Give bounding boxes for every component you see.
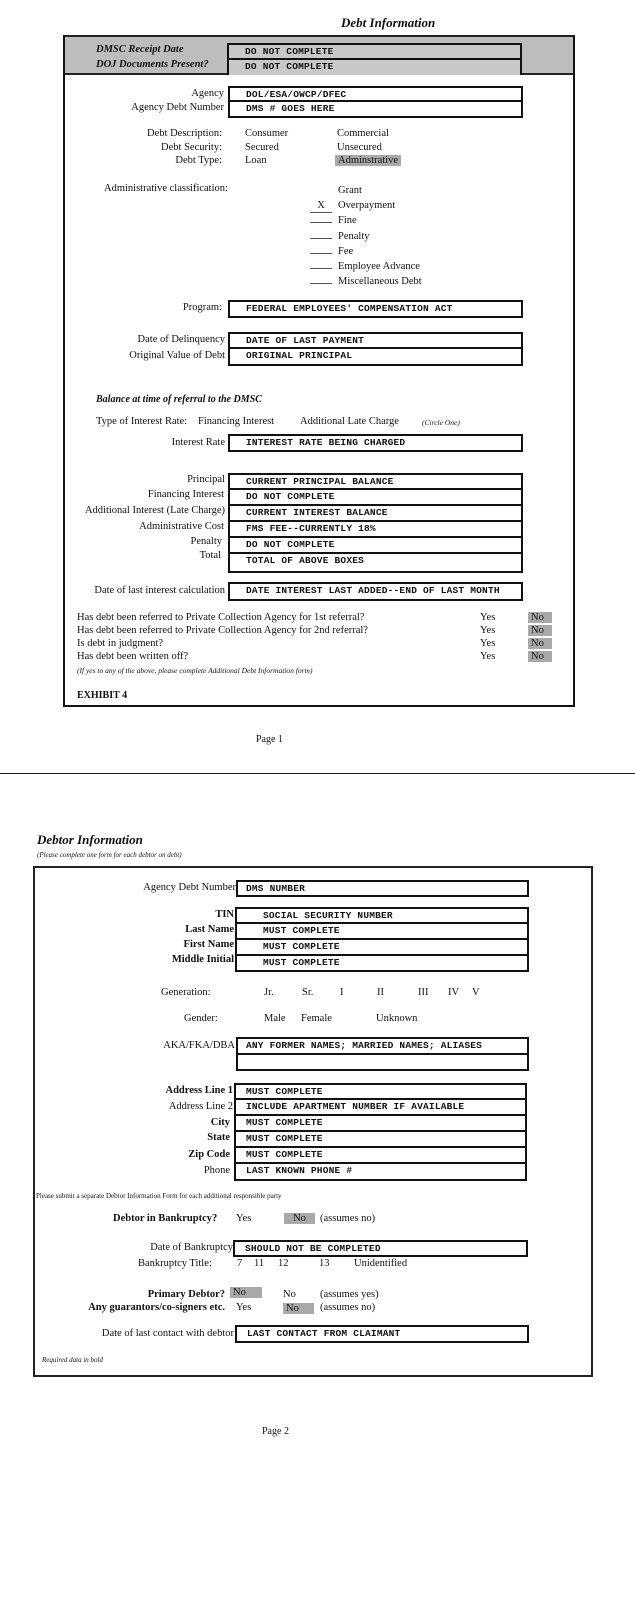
principal-field[interactable]: CURRENT PRINCIPAL BALANCE [228,473,523,490]
tin-label: TIN [215,909,234,920]
question-pca-1st-yes[interactable]: Yes [480,612,496,623]
circle-one-note: (Circle One) [422,418,460,427]
phone-label: Phone [203,1165,230,1176]
bankruptcy-note: (assumes no) [320,1213,376,1224]
bankruptcy-no-selected[interactable]: No [284,1213,315,1224]
address-line2-field[interactable]: INCLUDE APARTMENT NUMBER IF AVAILABLE [234,1100,527,1116]
total-field[interactable]: TOTAL OF ABOVE BOXES [228,554,523,573]
debt-type-label: Debt Type: [175,155,222,166]
interest-type-financing[interactable]: Financing Interest [198,416,275,427]
interest-rate-field[interactable]: INTEREST RATE BEING CHARGED [228,434,523,452]
penalty-field[interactable]: DO NOT COMPLETE [228,538,523,554]
primary-debtor-no[interactable]: No [283,1289,296,1300]
page2-subtitle: (Please complete one form for each debtor on debt) [37,851,182,859]
debt-security-secured[interactable]: Secured [245,142,279,153]
phone-field[interactable]: LAST KNOWN PHONE # [234,1164,527,1181]
original-value-label: Original Value of Debt [129,350,225,361]
generation-ii[interactable]: II [377,987,384,998]
address-line1-label: Address Line 1 [165,1085,233,1096]
last-name-field[interactable]: MUST COMPLETE [235,924,529,940]
questions-note: (If yes to any of the above, please complete Additional Debt Information form) [77,666,313,675]
admin-classification-label: Administrative classification: [104,183,228,194]
bankruptcy-title-11[interactable]: 11 [254,1258,265,1269]
administrative-cost-field[interactable]: FMS FEE--CURRENTLY 18% [228,522,523,538]
question-pca-2nd-yes[interactable]: Yes [480,625,496,636]
question-judgment-no-selected[interactable]: No [528,638,552,649]
page-separator [0,773,635,774]
classification-label: Miscellaneous Debt [338,276,422,288]
generation-i[interactable]: I [340,987,344,998]
financing-interest-label: Financing Interest [147,489,224,500]
first-name-field[interactable]: MUST COMPLETE [235,940,529,956]
generation-iv[interactable]: IV [448,987,460,998]
classification-label: Fine [338,215,357,227]
page1-title: Debt Information [341,15,436,30]
debt-description-commercial[interactable]: Commercial [337,128,389,139]
page2-title: Debtor Information [37,832,143,847]
balance-heading: Balance at time of referral to the DMSC [96,394,262,405]
dmsc-receipt-label: DMSC Receipt Date [96,44,184,55]
agency-debt-number-field[interactable]: DMS # GOES HERE [228,102,523,118]
classification-employee-advance[interactable] [310,259,422,274]
question-judgment-yes[interactable]: Yes [480,638,496,649]
checkbox-blank[interactable] [310,222,332,223]
aka-label: AKA/FKA/DBA [163,1040,235,1051]
date-of-bankruptcy-field[interactable]: SHOULD NOT BE COMPLETED [233,1240,528,1257]
question-pca-1st-no-selected[interactable]: No [528,612,552,623]
zip-code-field[interactable]: MUST COMPLETE [234,1148,527,1164]
interest-type-label: Type of Interest Rate: [96,416,188,427]
generation-label: Generation: [161,987,211,998]
classification-fee[interactable] [310,244,422,259]
debt-security-label: Debt Security: [161,142,222,153]
agency-debt-number-label: Agency Debt Number [131,102,224,113]
date-of-delinquency-label: Date of Delinquency [137,334,225,345]
guarantors-label: Any guarantors/co-signers etc. [88,1302,225,1313]
guarantors-note: (assumes no) [320,1302,376,1313]
exhibit-label: EXHIBIT 4 [77,690,128,701]
doj-documents-label: DOJ Documents Present? [96,59,209,70]
date-of-delinquency-field[interactable]: DATE OF LAST PAYMENT [228,332,523,349]
classification-label: Employee Advance [338,261,420,273]
last-name-label: Last Name [185,924,234,935]
financing-interest-field[interactable]: DO NOT COMPLETE [228,490,523,506]
bankruptcy-title-12[interactable]: 12 [278,1258,289,1269]
bankruptcy-title-label: Bankruptcy Title: [138,1258,212,1269]
p2-agency-debt-number-label: Agency Debt Number [143,882,236,893]
classification-overpayment[interactable] [310,198,422,213]
address-line2-label: Address Line 2 [168,1101,233,1112]
primary-debtor-label: Primary Debtor? [147,1289,225,1300]
middle-initial-field[interactable]: MUST COMPLETE [235,956,529,972]
last-contact-field[interactable]: LAST CONTACT FROM CLAIMANT [235,1325,529,1343]
checkbox-marked-x[interactable]: X [310,200,332,213]
additional-interest-label: Additional Interest (Late Charge) [84,505,225,516]
classification-label: Penalty [338,230,370,242]
required-data-note: Required data in bold [42,1356,103,1364]
aka-field[interactable]: ANY FORMER NAMES; MARRIED NAMES; ALIASES [236,1037,529,1055]
gender-male[interactable]: Male [264,1013,286,1024]
classification-label: Fee [338,245,354,257]
zip-code-label: Zip Code [188,1149,230,1160]
checkbox-blank[interactable] [310,238,332,239]
tin-field[interactable]: SOCIAL SECURITY NUMBER [235,907,529,924]
debt-type-loan[interactable]: Loan [245,155,267,166]
separate-form-note: Please submit a separate Debtor Information Form for each additional responsible party [36,1192,282,1200]
classification-label: Overpayment [338,200,396,212]
state-field[interactable]: MUST COMPLETE [234,1132,527,1148]
primary-debtor-note: (assumes yes) [320,1289,379,1300]
bankruptcy-title-7[interactable]: 7 [237,1258,243,1269]
debt-type-administrative-selected[interactable]: Adminstrative [335,155,401,166]
debt-description-consumer[interactable]: Consumer [245,128,289,139]
generation-jr[interactable]: Jr. [264,987,274,998]
city-field[interactable]: MUST COMPLETE [234,1116,527,1132]
debt-description-label: Debt Description: [147,128,222,139]
dmsc-receipt-date-field[interactable]: DO NOT COMPLETE [227,43,522,60]
question-pca-2nd: Has debt been referred to Private Collection Agency for 2nd referral? [77,625,368,636]
classification-fine[interactable] [310,213,422,228]
primary-debtor-yes-selected[interactable]: No [230,1287,262,1298]
address-line1-field[interactable]: MUST COMPLETE [234,1083,527,1100]
first-name-label: First Name [183,939,234,950]
page1-number: Page 1 [256,734,283,745]
agency-label: Agency [191,88,224,99]
agency-field[interactable]: DOL/ESA/OWCP/DFEC [228,86,523,102]
page2-number: Page 2 [262,1426,289,1437]
city-label: City [210,1117,230,1128]
additional-interest-field[interactable]: CURRENT INTEREST BALANCE [228,506,523,522]
bankruptcy-title-13[interactable]: 13 [319,1258,330,1269]
state-label: State [207,1132,230,1143]
total-label: Total [199,550,221,561]
last-interest-calc-label: Date of last interest calculation [94,585,225,596]
gender-unknown[interactable]: Unknown [376,1013,418,1024]
debt-info-form [63,35,575,707]
classification-grant[interactable] [310,183,422,198]
question-written-off-yes[interactable]: Yes [480,651,496,662]
classification-penalty[interactable] [310,229,422,244]
last-interest-calc-field[interactable]: DATE INTEREST LAST ADDED--END OF LAST MONTH [228,582,523,601]
generation-v[interactable]: V [472,987,480,998]
question-pca-2nd-no-selected[interactable]: No [528,625,552,636]
principal-label: Principal [187,474,225,485]
p2-agency-debt-number-field[interactable]: DMS NUMBER [236,880,529,897]
bankruptcy-label: Debtor in Bankruptcy? [113,1213,218,1224]
program-label: Program: [182,302,222,313]
last-contact-label: Date of last contact with debtor [101,1328,234,1339]
interest-rate-label: Interest Rate [171,437,225,448]
question-written-off: Has debt been written off? [77,651,189,662]
checkbox-blank[interactable] [310,253,332,254]
gender-label: Gender: [184,1013,218,1024]
original-value-field[interactable]: ORIGINAL PRINCIPAL [228,349,523,366]
question-pca-1st: Has debt been referred to Private Collection Agency for 1st referral? [77,612,365,623]
penalty-label: Penalty [190,536,222,547]
question-written-off-no-selected[interactable]: No [528,651,552,662]
checkbox-blank[interactable] [310,283,332,284]
classification-label: Grant [338,185,362,196]
generation-iii[interactable]: III [418,987,429,998]
admin-classification-list [310,183,422,289]
guarantors-yes[interactable]: Yes [236,1302,252,1313]
date-of-bankruptcy-label: Date of Bankruptcy [150,1242,233,1253]
checkbox-blank[interactable] [310,268,332,269]
generation-sr[interactable]: Sr. [302,987,314,998]
doj-documents-field[interactable]: DO NOT COMPLETE [227,60,522,75]
middle-initial-label: Middle Initial [171,954,234,965]
gender-female[interactable]: Female [301,1013,332,1024]
debt-security-unsecured[interactable]: Unsecured [337,142,382,153]
aka-field-line2[interactable] [236,1055,529,1071]
bankruptcy-yes[interactable]: Yes [236,1213,252,1224]
administrative-cost-label: Administrative Cost [139,521,224,532]
interest-type-late-charge[interactable]: Additional Late Charge [300,416,399,427]
program-field[interactable]: FEDERAL EMPLOYEES' COMPENSATION ACT [228,300,523,318]
bankruptcy-title-unidentified[interactable]: Unidentified [354,1258,408,1269]
question-judgment: Is debt in judgment? [77,638,164,649]
classification-misc-debt[interactable] [310,274,422,289]
guarantors-no-selected[interactable]: No [283,1303,314,1314]
